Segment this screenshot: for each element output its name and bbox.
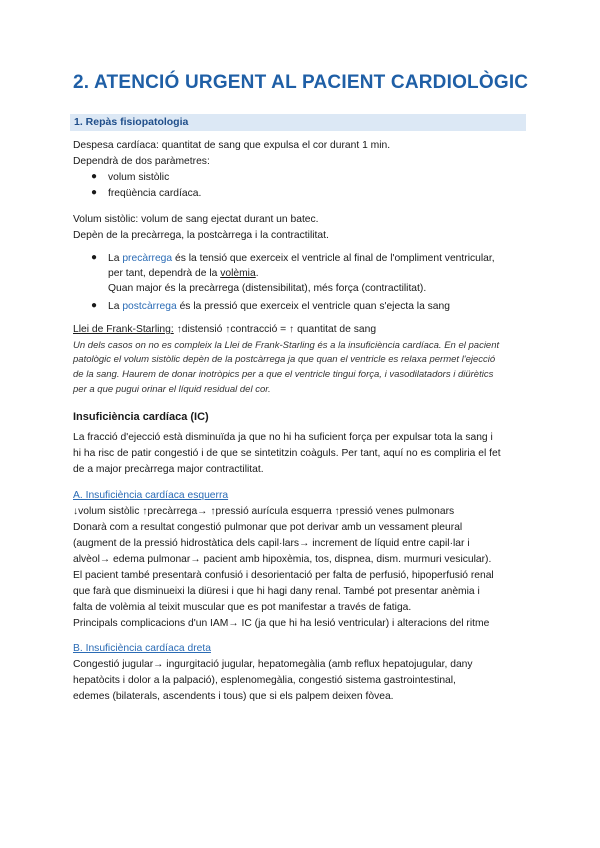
page-title: 2. ATENCIÓ URGENT AL PACIENT CARDIOLÒGIC (73, 72, 529, 93)
list-item-continuation (108, 267, 259, 280)
text-run: és la tensió que exerceix el ventricle al final de l'ompliment ventricular, (172, 253, 495, 264)
bullet-icon: ● (91, 252, 98, 263)
paragraph-line: de a major precàrrega major contractilitat. (73, 464, 264, 475)
paragraph-line: La fracció d'ejecció està disminuïda ja que no hi ha suficient força per expulsar tota la sang i (73, 432, 493, 443)
paragraph-line: Dependrà de dos paràmetres: (73, 156, 210, 167)
paragraph-line: Donarà com a resultat congestió pulmonar que pot derivar amb un vessament pleural (73, 522, 463, 533)
section-heading-fisiopatologia: 1. Repàs fisiopatologia (74, 116, 189, 128)
paragraph-line: Despesa cardíaca: quantitat de sang que expulsa el cor durant 1 min. (73, 140, 391, 151)
italic-note-line: per a que pugui orinar el líquid residual del cor. (73, 384, 271, 395)
subheading-ic-dreta: B. Insuficiència cardíaca dreta (73, 643, 211, 654)
list-item: freqüència cardíaca. (108, 188, 202, 199)
paragraph-line: El pacient també presentarà confusió i desorientació per falta de perfusió, hipoperfusió renal (73, 570, 494, 581)
text-run: ↑distensió ↑contracció = ↑ quantitat de sang (173, 324, 377, 335)
term-volemia: volèmia (220, 268, 256, 279)
paragraph-line: edemes (bilaterals, ascendents i tous) que si els palpem deixen fòvea. (73, 691, 394, 702)
italic-note-line: de la sang. Haurem de donar inotròpics per a que el ventricle tingui força, i vasodilatadors i diürètics (73, 369, 494, 380)
paragraph-line: Principals complicacions d'un IAM→ IC (ja que hi ha lesió ventricular) i alteracions del ritme (73, 618, 490, 629)
section-heading-band (70, 114, 526, 131)
paragraph-line: que farà que disminueixi la diüresi i que hi hagi dany renal. També pot presentar anèmia i (73, 586, 480, 597)
subheading-ic-esquerra: A. Insuficiència cardíaca esquerra (73, 490, 229, 501)
paragraph-line: alvèol→ edema pulmonar→ pacient amb hipoxèmia, tos, dispnea, dism. murmuri vesicular). (73, 554, 492, 565)
frank-starling-label: Llei de Frank-Starling: (73, 324, 174, 335)
list-item (108, 300, 450, 313)
term-precarrega: precàrrega (122, 253, 173, 264)
term-postcarrega: postcàrrega (122, 301, 177, 312)
bullet-icon: ● (91, 187, 98, 198)
text-run: La (108, 253, 123, 264)
paragraph-line: (augment de la pressió hidrostàtica dels capil·lars→ increment de líquid entre capil·lar i (73, 538, 470, 549)
paragraph-line: ↓volum sistòlic ↑precàrrega→ ↑pressió aurícula esquerra ↑pressió venes pulmonars (73, 506, 455, 517)
text-run: és la pressió que exerceix el ventricle quan s'ejecta la sang (176, 301, 450, 312)
paragraph-line: Volum sistòlic: volum de sang ejectat durant un batec. (73, 214, 319, 225)
italic-note-line: Un dels casos on no es compleix la Llei de Frank-Starling és a la insuficiència cardíaca. En el pacient (73, 340, 500, 351)
paragraph-line: hi ha risc de patir congestió i de que se sintetitzin coàguls. Per tant, aquí no es compliria el fet (73, 448, 501, 459)
text-run: per tant, dependrà de la (108, 268, 221, 279)
paragraph-line: Depèn de la precàrrega, la postcàrrega i la contractilitat. (73, 230, 329, 241)
italic-note-line: patològic el volum sistòlic depèn de la postcàrrega ja que quan el ventricle es relaxa permet l'ejecció (73, 354, 496, 365)
paragraph-line: hepatòcits i dolor a la palpació), esplenomegàlia, congestió sistema gastrointestinal, (73, 675, 456, 686)
section-heading-ic: Insuficiència cardíaca (IC) (73, 411, 209, 423)
paragraph-line: Congestió jugular→ ingurgitació jugular, hepatomegàlia (amb reflux hepatojugular, dany (73, 659, 473, 670)
list-item-continuation: Quan major és la precàrrega (distensibilitat), més força (contractilitat). (108, 283, 427, 294)
list-item (108, 252, 495, 265)
text-run: La (108, 301, 123, 312)
frank-starling-line (73, 323, 376, 336)
list-item: volum sistòlic (108, 172, 170, 183)
paragraph-line: falta de volèmia al teixit muscular que es pot manifestar a través de fatiga. (73, 602, 412, 613)
bullet-icon: ● (91, 171, 98, 182)
bullet-icon: ● (91, 300, 98, 311)
text-run: . (255, 268, 259, 279)
